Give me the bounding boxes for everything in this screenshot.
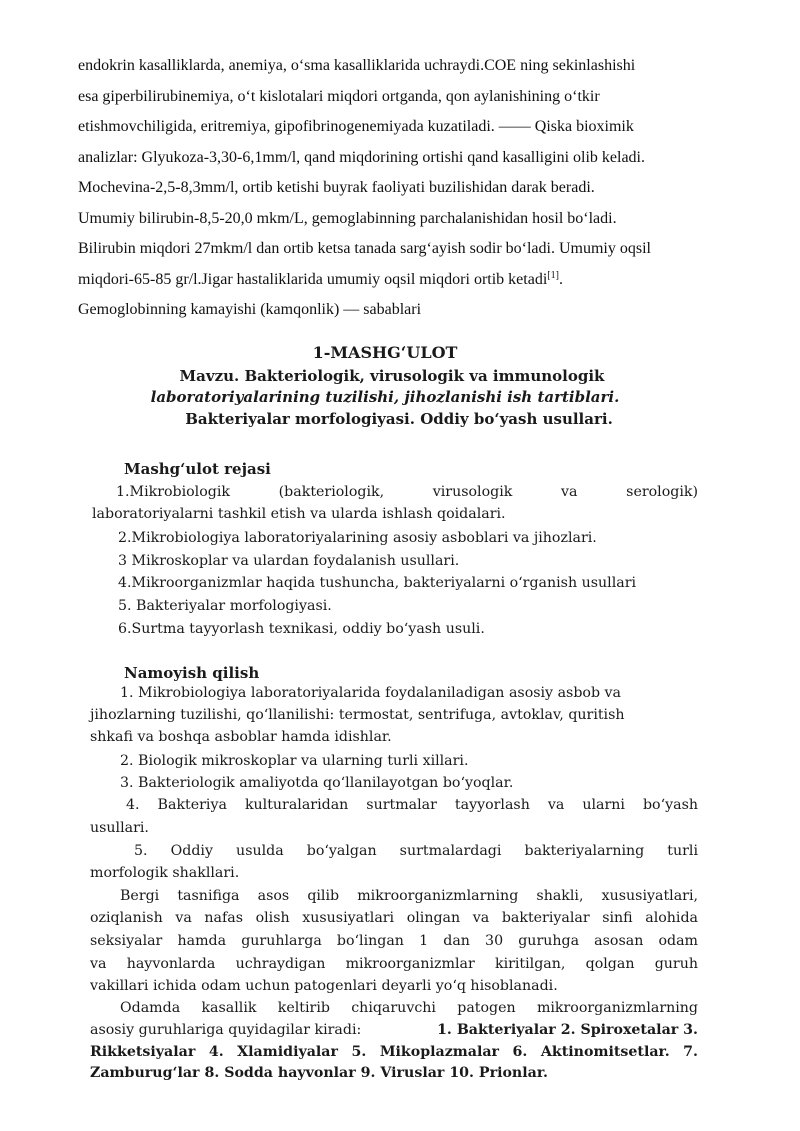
plan-item: 3 Mikroskoplar va ulardan foydalanish usullari. <box>118 553 460 569</box>
demo-line: oziqlanish va nafas olish xususiyatlari olingan va bakteriyalar sinfi alohida <box>90 910 698 926</box>
topic-line: Bakteriyalar morfologiyasi. Oddiy bo‘yash usullari. <box>185 409 613 428</box>
plan-item: 1.Mikrobiologik (bakteriologik, virusologik va serologik) <box>116 484 698 500</box>
demo-line: 1. Mikrobiologiya laboratoriyalarida foydalaniladigan asosiy asbob va <box>120 685 622 701</box>
demo-heading: Namoyish qilish <box>124 664 260 682</box>
demo-line: seksiyalar hamda guruhlarga bo‘lingan 1 dan 30 guruhga asosan odam <box>90 933 698 949</box>
plan-item: 6.Surtma tayyorlash texnikasi, oddiy bo‘yash usuli. <box>118 621 485 637</box>
plan-item: 4.Mikroorganizmlar haqida tushuncha, bakteriyalarni o‘rganish usullari <box>118 575 637 591</box>
scanned-page-image <box>90 342 702 1082</box>
demo-line: usullari. <box>90 820 149 836</box>
demo-line: Rikketsiyalar 4. Xlamidiyalar 5. Mikoplazmalar 6. Aktinomitsetlar. 7. <box>90 1044 698 1060</box>
topic-line: Mavzu. Bakteriologik, virusologik va immunologik <box>179 366 605 385</box>
text-line: endokrin kasalliklarda, anemiya, o‘sma kasalliklarida uchraydi.COE ning sekinlashishi <box>78 57 636 74</box>
period: . <box>558 270 563 288</box>
demo-line: shkafi va boshqa asboblar hamda idishlar. <box>90 729 392 745</box>
demo-line: Bergi tasnifiga asos qilib mikroorganizmlarning shakli, xususiyatlari, <box>120 888 698 904</box>
demo-line: 4. Bakteriya kulturalaridan surtmalar tayyorlash va ularni bo‘yash <box>126 797 698 813</box>
text-line: etishmovchiligida, eritremiya, gipofibrinogenemiyada kuzatiladi. —— Qiska bioximik <box>78 118 634 135</box>
lesson-title: 1-MASHG‘ULOT <box>312 343 458 362</box>
text-line: esa giperbilirubinemiya, o‘t kislotalari miqdori ortganda, qon aylanishining o‘tkir <box>78 87 600 105</box>
text-line: Mochevina-2,5-8,3mm/l, ortib ketishi buyrak faoliyati buzilishidan darak beradi. <box>78 179 595 196</box>
text-line: analizlar: Glyukoza-3,30-6,1mm/l, qand miqdorining ortishi qand kasalligini olib keladi. <box>78 148 645 166</box>
demo-line: 3. Bakteriologik amaliyotda qo‘llanilayotgan bo‘yoqlar. <box>120 775 514 791</box>
demo-line: 2. Biologik mikroskoplar va ularning turli xillari. <box>120 753 469 769</box>
demo-line: jihozlarning tuzilishi, qo‘llanilishi: termostat, sentrifuga, avtoklav, quritish <box>90 707 625 723</box>
top-paragraph <box>78 51 752 326</box>
demo-line: va hayvonlarda uchraydigan mikroorganizmlar kiritilgan, qolgan guruh <box>90 956 698 972</box>
plan-item: laboratoriyalarni tashkil etish va ularda ishlash qoidalari. <box>92 506 506 522</box>
topic-line: laboratoriyalarining tuzilishi, jihozlanishi ish tartiblari. <box>150 388 620 406</box>
demo-line <box>90 1020 698 1041</box>
demo-line-bold: 1. Bakteriyalar 2. Spiroxetalar 3. <box>437 1022 698 1038</box>
text-line: Umumiy bilirubin-8,5-20,0 mkm/L, gemoglabinning parchalanishidan hosil bo‘ladi. <box>78 209 617 227</box>
demo-line: morfologik shakllari. <box>90 865 240 881</box>
footnote-ref[interactable]: [1] <box>547 269 559 281</box>
demo-line-text: asosiy guruhlariga quyidagilar kiradi: <box>90 1022 362 1038</box>
text-line-content: miqdori-65-85 gr/l.Jigar hastaliklarida umumiy oqsil miqdori ortib ketadi <box>78 270 548 288</box>
demo-line: 5. Oddiy usulda bo‘yalgan surtmalardagi bakteriyalarning turli <box>134 843 698 859</box>
text-line: Gemoglobinning kamayishi (kamqonlik) — sabablari <box>78 301 422 318</box>
text-line <box>78 265 752 296</box>
demo-line: Zamburug‘lar 8. Sodda hayvonlar 9. Viruslar 10. Prionlar. <box>90 1065 548 1081</box>
demo-line: vakillari ichida odam uchun patogenlari deyarli yo‘q hisoblanadi. <box>90 978 558 994</box>
plan-item: 2.Mikrobiologiya laboratoriyalarining asosiy asboblari va jihozlari. <box>118 530 597 546</box>
text-line: Bilirubin miqdori 27mkm/l dan ortib ketsa tanada sarg‘ayish sodir bo‘ladi. Umumiy oqsil <box>78 240 651 257</box>
plan-heading: Mashg‘ulot rejasi <box>124 460 271 478</box>
demo-line: Odamda kasallik keltirib chiqaruvchi patogen mikroorganizmlarning <box>120 1000 698 1016</box>
plan-item: 5. Bakteriyalar morfologiyasi. <box>118 598 332 614</box>
